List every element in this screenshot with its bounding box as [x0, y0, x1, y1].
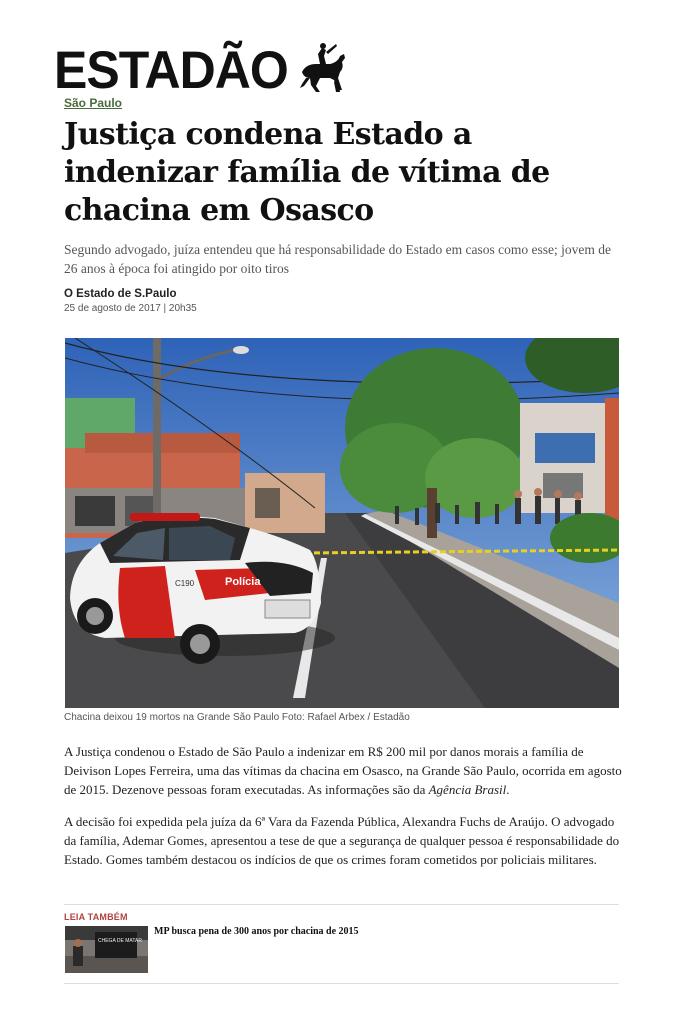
- car-number: C190: [175, 579, 195, 588]
- article-author: O Estado de S.Paulo: [64, 288, 177, 300]
- related-heading: LEIA TAMBÉM: [64, 912, 128, 922]
- section-link[interactable]: São Paulo: [64, 96, 123, 110]
- related-thumbnail[interactable]: [65, 926, 148, 973]
- source-link[interactable]: Agência Brasil: [428, 782, 507, 797]
- horse-rider-icon: [296, 42, 348, 96]
- logo-wordmark: ESTADÃO: [54, 40, 288, 100]
- photo-caption: Chacina deixou 19 mortos na Grande São Paulo Foto: Rafael Arbex / Estadão: [64, 712, 410, 723]
- article-paragraph-2: A decisão foi expedida pela juíza da 6ª Vara da Fazenda Pública, Alexandra Fuchs de Araújo. O advogado da família, Ademar Gomes, apresentou a tese de que a segurança de qualquer pessoa é responsabilidade do Estado. Gomes também destacou os indícios de que os crimes foram cometidos por policiais militares.: [64, 814, 620, 867]
- article-subhead: Segundo advogado, juíza entendeu que há responsabilidade do Estado em casos como esse; jovem de 26 anos à época foi atingido por oito tiros: [64, 242, 611, 276]
- related-article-link[interactable]: MP busca pena de 300 anos por chacina de 2015: [154, 926, 359, 937]
- article-headline: Justiça condena Estado a indenizar família de vítima de chacina em Osasco: [64, 117, 550, 228]
- article-photo: [65, 338, 619, 708]
- paragraph-1-end: .: [506, 782, 510, 797]
- divider: [64, 983, 619, 984]
- thumb-sign-text: CHEGA DE MATAR: [98, 938, 142, 944]
- car-label: Polícia: [225, 576, 261, 588]
- divider: [64, 904, 619, 905]
- article-paragraph-1: [64, 742, 624, 799]
- estadao-logo[interactable]: [54, 40, 348, 100]
- paragraph-1-text: A Justiça condenou o Estado de São Paulo a indenizar em R$ 200 mil por danos morais a família de Deivison Lopes Ferreira, uma das vítimas da chacina em Osasco, na Grande São Paulo, ocorrida em agosto de 2015. Dezenove pessoas foram executadas. As informações são da: [64, 744, 622, 797]
- article-date: 25 de agosto de 2017 | 20h35: [64, 303, 197, 314]
